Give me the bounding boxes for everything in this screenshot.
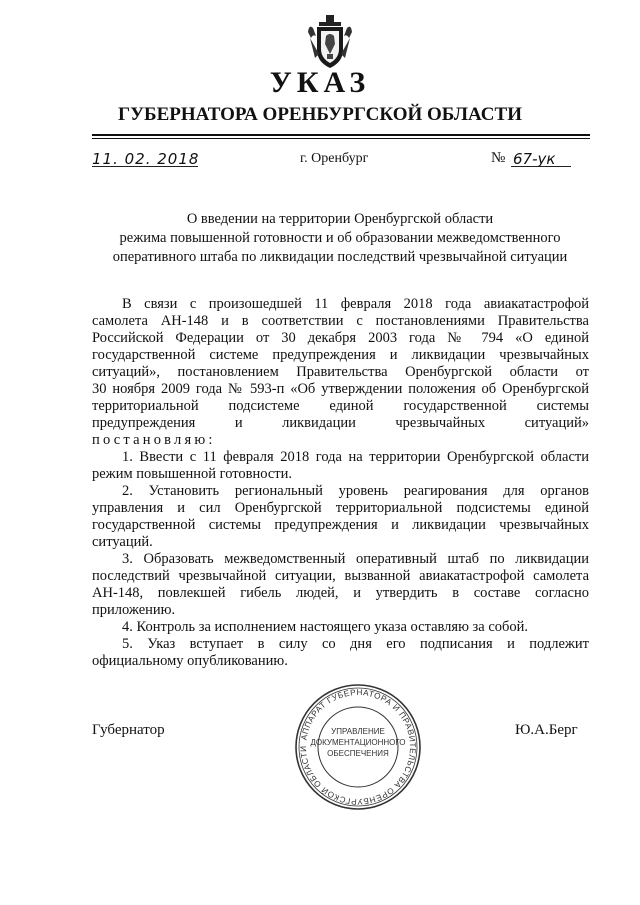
coat-of-arms-icon — [307, 14, 353, 70]
body-line: территориальной подсистеме единой государственной системы — [92, 398, 589, 414]
document-body — [92, 296, 589, 670]
document-number: 67-ук — [513, 150, 556, 168]
body-line: предупреждения и ликвидации чрезвычайных ситуаций» — [92, 415, 589, 431]
body-line: 2. Установить региональный уровень реагирования для органов — [122, 483, 589, 499]
document-type-heading: УКАЗ — [269, 66, 371, 99]
body-line: 5. Указ вступает в силу со дня его подписания и подлежит — [122, 636, 589, 652]
title-line: О введении на территории Оренбургской области — [186, 211, 494, 227]
signatory-title: Губернатор — [92, 722, 165, 738]
body-line: 30 ноября 2009 года № 593-п «Об утверждении положения об Оренбургской — [92, 381, 589, 397]
body-line: последствий чрезвычайной ситуации, вызванной авиакатастрофой самолета — [92, 568, 589, 584]
document-title — [90, 210, 590, 267]
document-number-label: № — [491, 150, 506, 166]
body-line: 1. Ввести с 11 февраля 2018 года на территории Оренбургской области — [122, 449, 589, 465]
title-line: режима повышенной готовности и об образовании межведомственного — [119, 230, 561, 246]
body-line: государственной системы предупреждения и ликвидации чрезвычайных — [92, 517, 589, 533]
stamp-center — [293, 726, 423, 759]
stamp-center-line: УПРАВЛЕНИЕ — [331, 727, 385, 736]
body-line: 3. Образовать межведомственный оперативный штаб по ликвидации — [122, 551, 589, 567]
stamp-ring-text: АППАРАТ ГУБЕРНАТОРА И ПРАВИТЕЛЬСТВА ОРЕНБУРГСКОЙ ОБЛАСТИ — [298, 687, 418, 807]
issuing-authority: ГУБЕРНАТОРА ОРЕНБУРГСКОЙ ОБЛАСТИ — [118, 104, 522, 125]
document-city: г. Оренбург — [300, 151, 369, 166]
header-divider-thin — [92, 138, 590, 139]
body-line: государственной системе предупреждения и ликвидации чрезвычайных — [92, 347, 589, 363]
body-line: режим повышенной готовности. — [92, 466, 293, 482]
header-divider — [92, 134, 590, 136]
body-line: самолета АН-148 и в соответствии с постановлениями Правительства — [92, 313, 589, 329]
stamp-center-line: ДОКУМЕНТАЦИОННОГО — [310, 738, 406, 747]
title-line: оперативного штаба по ликвидации последствий чрезвычайной ситуации — [112, 249, 568, 265]
body-line: В связи с произошедшей 11 февраля 2018 года авиакатастрофой — [122, 296, 589, 312]
date-underline — [92, 166, 198, 167]
body-line: ситуаций. — [92, 534, 153, 550]
body-line: Российской Федерации от 30 декабря 2003 года № 794 «О единой — [92, 330, 589, 346]
signatory-name: Ю.А.Берг — [515, 722, 578, 738]
body-line: 4. Контроль за исполнением настоящего указа оставляю за собой. — [122, 619, 529, 635]
decree-word: постановляю: — [92, 432, 216, 448]
document-date: 11. 02. 2018 — [92, 150, 200, 168]
body-line: АН-148, повлекшей гибель людей, и утвердить в составе согласно — [92, 585, 589, 601]
body-line: управления и сил Оренбургской территориальной подсистемы единой — [92, 500, 589, 516]
stamp-center-line: ОБЕСПЕЧЕНИЯ — [327, 749, 389, 758]
body-line: официальному опубликованию. — [92, 653, 288, 669]
body-line: приложению. — [92, 602, 176, 618]
number-underline — [511, 166, 571, 167]
body-line: ситуаций», постановлением Правительства Оренбургской области от — [92, 364, 589, 380]
